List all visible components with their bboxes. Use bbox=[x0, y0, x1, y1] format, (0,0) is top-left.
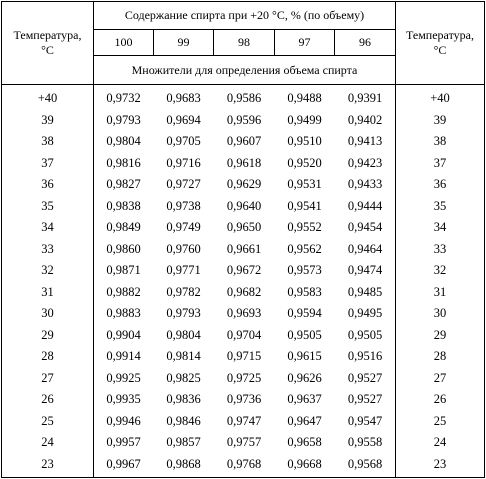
row-temp-right: 24 bbox=[433, 435, 447, 449]
row-multiplier: 0,9957 bbox=[106, 435, 141, 449]
row-temp-right: 26 bbox=[433, 392, 447, 406]
row-temp-left: +40 bbox=[37, 91, 58, 105]
row-multiplier: 0,9552 bbox=[287, 220, 322, 234]
row-multiplier: 0,9914 bbox=[106, 349, 141, 363]
header-percent-98: 98 bbox=[238, 35, 250, 49]
row-multiplier: 0,9727 bbox=[166, 177, 201, 191]
row-multiplier: 0,9626 bbox=[287, 370, 322, 385]
row-multiplier: 0,9882 bbox=[106, 284, 141, 299]
row-temp-left: 35 bbox=[41, 198, 54, 213]
row-multiplier: 0,9568 bbox=[347, 456, 383, 471]
row-temp-right: 25 bbox=[433, 413, 447, 428]
row-multiplier: 0,9402 bbox=[347, 112, 383, 127]
header-percent-96: 96 bbox=[359, 35, 371, 49]
row-multiplier: 0,9946 bbox=[106, 413, 141, 428]
row-multiplier: 0,9715 bbox=[226, 349, 262, 363]
row-multiplier: 0,9444 bbox=[347, 198, 383, 213]
header-percent-97: 97 bbox=[298, 35, 311, 49]
header-temp-left: Температура, °С bbox=[13, 28, 82, 57]
row-temp-left: 27 bbox=[41, 370, 54, 385]
row-multiplier: 0,9704 bbox=[226, 327, 262, 342]
row-multiplier: 0,9793 bbox=[166, 306, 201, 320]
row-multiplier: 0,9757 bbox=[226, 435, 262, 449]
row-temp-right: 36 bbox=[433, 177, 447, 191]
row-multiplier: 0,9661 bbox=[226, 241, 262, 256]
row-multiplier: 0,9594 bbox=[287, 306, 322, 320]
row-temp-left: 31 bbox=[41, 284, 54, 299]
row-multiplier: 0,9596 bbox=[226, 112, 262, 127]
row-multiplier: 0,9464 bbox=[347, 241, 383, 256]
row-multiplier: 0,9725 bbox=[226, 370, 262, 385]
row-multiplier: 0,9825 bbox=[166, 370, 201, 385]
row-multiplier: 0,9558 bbox=[347, 435, 383, 449]
row-multiplier: 0,9618 bbox=[226, 155, 262, 170]
row-multiplier: 0,9732 bbox=[106, 91, 141, 105]
row-multiplier: 0,9423 bbox=[347, 155, 383, 170]
row-temp-right: 37 bbox=[433, 155, 447, 170]
row-multiplier: 0,9694 bbox=[166, 112, 201, 127]
row-multiplier: 0,9682 bbox=[226, 284, 262, 299]
header-temp-right: Температура, °С bbox=[406, 28, 474, 57]
row-temp-right: 27 bbox=[433, 370, 447, 385]
row-multiplier: 0,9573 bbox=[287, 263, 322, 277]
row-multiplier: 0,9838 bbox=[106, 198, 141, 213]
row-temp-left: 26 bbox=[41, 392, 54, 406]
row-temp-right: 33 bbox=[433, 241, 447, 256]
row-multiplier: 0,9967 bbox=[106, 456, 141, 471]
row-multiplier: 0,9749 bbox=[166, 220, 201, 234]
row-temp-left: 23 bbox=[41, 456, 54, 471]
row-temp-left: 30 bbox=[41, 306, 54, 320]
row-temp-right: 23 bbox=[433, 456, 447, 471]
header-multipliers-title: Множители для определения объема спирта bbox=[131, 62, 358, 77]
row-multiplier: 0,9782 bbox=[166, 284, 201, 299]
row-multiplier: 0,9607 bbox=[226, 134, 262, 148]
row-temp-left: 33 bbox=[41, 241, 54, 256]
row-multiplier: 0,9925 bbox=[106, 370, 141, 385]
row-multiplier: 0,9871 bbox=[106, 263, 141, 277]
row-temp-right: 29 bbox=[433, 327, 447, 342]
row-multiplier: 0,9505 bbox=[287, 327, 322, 342]
row-multiplier: 0,9668 bbox=[287, 456, 322, 471]
row-multiplier: 0,9505 bbox=[347, 327, 383, 342]
row-multiplier: 0,9860 bbox=[106, 241, 141, 256]
row-multiplier: 0,9804 bbox=[106, 134, 141, 148]
row-temp-left: 28 bbox=[41, 349, 54, 363]
row-multiplier: 0,9391 bbox=[347, 91, 383, 105]
row-multiplier: 0,9672 bbox=[226, 263, 262, 277]
row-multiplier: 0,9474 bbox=[347, 263, 383, 277]
row-multiplier: 0,9562 bbox=[287, 241, 322, 256]
header-percent-99: 99 bbox=[177, 35, 190, 49]
row-temp-left: 37 bbox=[41, 155, 54, 170]
row-multiplier: 0,9433 bbox=[347, 177, 383, 191]
row-multiplier: 0,9658 bbox=[287, 435, 322, 449]
row-multiplier: 0,9499 bbox=[287, 112, 322, 127]
row-multiplier: 0,9586 bbox=[226, 91, 262, 105]
row-multiplier: 0,9541 bbox=[287, 198, 322, 213]
row-multiplier: 0,9488 bbox=[287, 91, 322, 105]
row-temp-left: 24 bbox=[41, 435, 54, 449]
header-percent-100: 100 bbox=[114, 35, 133, 49]
row-multiplier: 0,9510 bbox=[287, 134, 322, 148]
row-multiplier: 0,9827 bbox=[106, 177, 141, 191]
row-multiplier: 0,9705 bbox=[166, 134, 201, 148]
row-multiplier: 0,9547 bbox=[347, 413, 383, 428]
row-multiplier: 0,9485 bbox=[347, 284, 383, 299]
row-multiplier: 0,9495 bbox=[347, 306, 383, 320]
row-temp-right: 34 bbox=[433, 220, 447, 234]
row-multiplier: 0,9716 bbox=[166, 155, 201, 170]
row-multiplier: 0,9527 bbox=[347, 370, 383, 385]
row-multiplier: 0,9849 bbox=[106, 220, 141, 234]
row-multiplier: 0,9693 bbox=[226, 306, 262, 320]
row-multiplier: 0,9760 bbox=[166, 241, 201, 256]
row-temp-left: 34 bbox=[41, 220, 54, 234]
row-multiplier: 0,9615 bbox=[287, 349, 322, 363]
row-multiplier: 0,9771 bbox=[166, 263, 201, 277]
table-frame bbox=[1, 1, 485, 478]
row-temp-right: 31 bbox=[433, 284, 447, 299]
row-multiplier: 0,9816 bbox=[106, 155, 141, 170]
row-temp-right: 30 bbox=[433, 306, 447, 320]
row-temp-left: 25 bbox=[41, 413, 54, 428]
row-multiplier: 0,9516 bbox=[347, 349, 383, 363]
header-content-title: Содержание спирта при +20 °С, % (по объему) bbox=[124, 8, 365, 22]
row-multiplier: 0,9857 bbox=[166, 435, 201, 449]
row-multiplier: 0,9629 bbox=[226, 177, 262, 191]
row-multiplier: 0,9650 bbox=[226, 220, 262, 234]
row-multiplier: 0,9868 bbox=[166, 456, 201, 471]
row-multiplier: 0,9640 bbox=[226, 198, 262, 213]
row-multiplier: 0,9747 bbox=[226, 413, 262, 428]
row-multiplier: 0,9935 bbox=[106, 392, 141, 406]
row-multiplier: 0,9583 bbox=[287, 284, 322, 299]
row-multiplier: 0,9527 bbox=[347, 392, 383, 406]
row-multiplier: 0,9846 bbox=[166, 413, 201, 428]
row-temp-right: 32 bbox=[433, 263, 447, 277]
row-multiplier: 0,9683 bbox=[166, 91, 201, 105]
row-temp-left: 39 bbox=[41, 112, 54, 127]
row-multiplier: 0,9814 bbox=[166, 349, 201, 363]
row-multiplier: 0,9768 bbox=[226, 456, 262, 471]
row-temp-right: 28 bbox=[433, 349, 447, 363]
rule-under-header bbox=[2, 84, 484, 85]
row-multiplier: 0,9454 bbox=[347, 220, 383, 234]
row-multiplier: 0,9413 bbox=[347, 134, 383, 148]
row-temp-right: 35 bbox=[433, 198, 447, 213]
row-multiplier: 0,9883 bbox=[106, 306, 141, 320]
row-temp-left: 29 bbox=[41, 327, 54, 342]
row-multiplier: 0,9738 bbox=[166, 198, 201, 213]
row-multiplier: 0,9793 bbox=[106, 112, 141, 127]
row-multiplier: 0,9736 bbox=[226, 392, 262, 406]
row-temp-left: 36 bbox=[41, 177, 54, 191]
row-temp-left: 32 bbox=[41, 263, 54, 277]
row-temp-right: 39 bbox=[433, 112, 447, 127]
row-multiplier: 0,9904 bbox=[106, 327, 141, 342]
row-temp-left: 38 bbox=[41, 134, 54, 148]
row-multiplier: 0,9531 bbox=[287, 177, 322, 191]
row-multiplier: 0,9647 bbox=[287, 413, 322, 428]
row-temp-right: 38 bbox=[433, 134, 447, 148]
row-multiplier: 0,9637 bbox=[287, 392, 322, 406]
row-temp-right: +40 bbox=[430, 91, 450, 105]
row-multiplier: 0,9836 bbox=[166, 392, 201, 406]
row-multiplier: 0,9804 bbox=[166, 327, 201, 342]
row-multiplier: 0,9520 bbox=[287, 155, 322, 170]
